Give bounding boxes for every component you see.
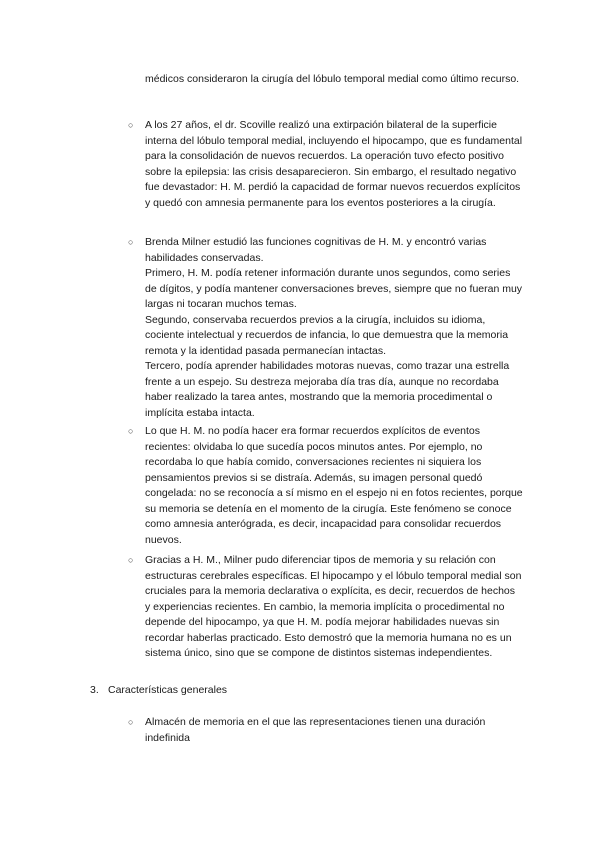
bullet-marker: ○: [128, 555, 134, 565]
bullet-marker: ○: [128, 426, 134, 436]
bullet-paragraph: Segundo, conservaba recuerdos previos a la cirugía, incluidos su idioma, cociente intelectual y recuerdos de infancia, lo que demuestra que la memoria remota y la identidad pasada permanecían intactas.: [145, 313, 509, 357]
bullet-paragraph: Gracias a H. M., Milner pudo diferenciar tipos de memoria y su relación con estructuras cerebrales específicas. El hipocampo y el lóbulo temporal medial son cruciales para la memoria declarativa o explícita, es decir, recuerdos de hechos y experiencias recientes. En cambio, la memoria implícita o procedimental no depende del hipocampo, ya que H. M. podía mejorar habilidades nuevas sin recordar haberlas practicado. Esto demostró que la memoria humana no es un sistema único, sino que se compone de distintos sistemas independientes.: [145, 554, 522, 659]
bullet-paragraph: Tercero, podía aprender habilidades motoras nuevas, como trazar una estrella frente a un espejo. Su destreza mejoraba día tras día, aunque no recordaba haber realizado la tarea antes, mostrando que la memoria procedimental o implícita estaba intacta.: [145, 360, 510, 419]
bullet-item-surgery: [128, 118, 523, 211]
bullet-marker: ○: [128, 237, 134, 247]
bullet-item-milner-abilities: [128, 235, 523, 421]
bullet-paragraph: Lo que H. M. no podía hacer era formar recuerdos explícitos de eventos recientes: olvidaba lo que sucedía pocos minutos antes. Por ejemplo, no recordaba lo que había comido, conversaciones recientes ni siquiera los pensamientos previos si se distraía. Además, su imagen personal quedó congelada: no se reconocía a sí mismo en el espejo ni en fotos recientes, porque su memoria se detenía en el momento de la cirugía. Este fenómeno se conoce como amnesia anterógrada, es decir, incapacidad para consolidar recuerdos nuevos.: [145, 425, 523, 546]
bullet-item-anterograde-amnesia: [128, 424, 523, 548]
bullet-marker: ○: [128, 120, 134, 130]
section-number: 3.: [90, 684, 99, 696]
section-title: Características generales: [108, 684, 228, 696]
bullet-paragraph: Almacén de memoria en el que las representaciones tienen una duración indefinida: [145, 716, 486, 744]
bullet-paragraph: Brenda Milner estudió las funciones cognitivas de H. M. y encontró varias habilidades conservadas.: [145, 236, 487, 264]
bullet-paragraph: A los 27 años, el dr. Scoville realizó una extirpación bilateral de la superficie interna del lóbulo temporal medial, incluyendo el hipocampo, que es fundamental para la consolidación de nuevos recuerdos. La operación tuvo efecto positivo sobre la epilepsia: las crisis desaparecieron. Sin embargo, el resultado negativo fue devastador: H. M. perdió la capacidad de formar nuevos recuerdos explícitos y quedó con amnesia permanente para los eventos posteriores a la cirugía.: [145, 119, 523, 209]
bullet-marker: ○: [128, 717, 134, 727]
bullet-item-storage: [128, 715, 523, 746]
section-heading: [90, 683, 227, 699]
bullet-item-memory-types: [128, 553, 523, 662]
bullet-paragraph: Primero, H. M. podía retener información durante unos segundos, como series de dígitos, y podía mantener conversaciones breves, siempre que no fueran muy largas ni tocaran muchos temas.: [145, 267, 523, 310]
continuation-paragraph: médicos consideraron la cirugía del lóbulo temporal medial como último recurso.: [145, 73, 520, 85]
